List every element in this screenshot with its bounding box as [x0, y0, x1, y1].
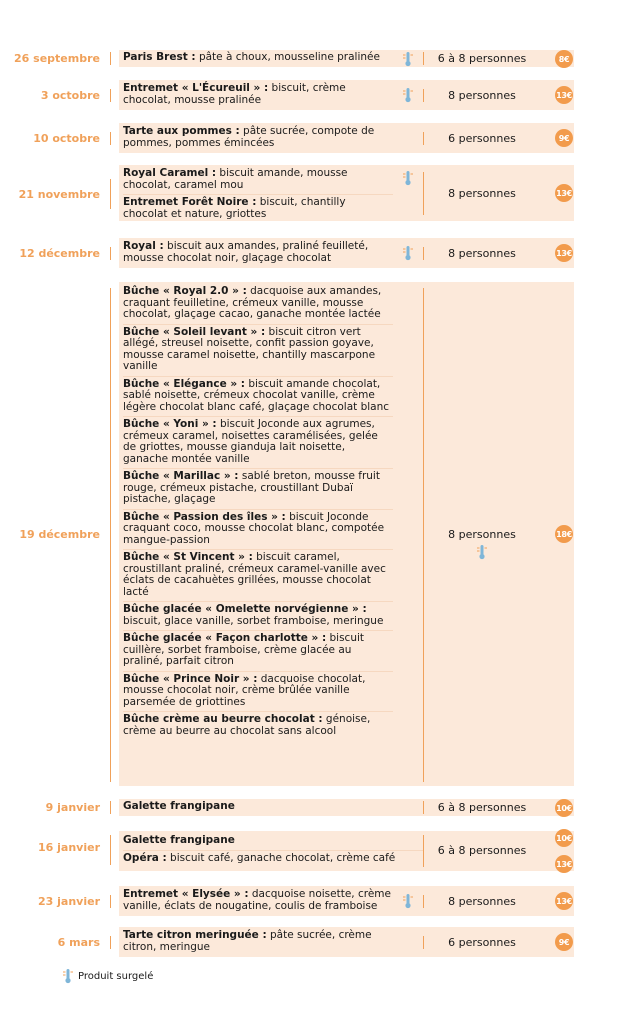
- list-item: [123, 671, 393, 712]
- list-item: [123, 630, 393, 671]
- column-divider: [423, 172, 424, 215]
- item-description: biscuit Joconde craquant coco, mousse chocolat blanc, compotée mangue-passion: [123, 510, 385, 546]
- menu-card: [119, 927, 574, 957]
- frozen-icon: [476, 544, 488, 560]
- menu-card: [119, 886, 574, 916]
- list-item: [123, 833, 393, 850]
- menu-card: [119, 831, 574, 871]
- item-description: dacquoise noisette, crème vanille, éclats de nougatine, coulis de framboise: [123, 888, 391, 912]
- frozen-icon: [402, 170, 414, 186]
- date-separator: [110, 936, 111, 949]
- list-item: [123, 850, 423, 868]
- row-date: 19 décembre: [19, 528, 100, 541]
- menu-card: [119, 799, 574, 816]
- item-name: Tarte citron meringuée :: [123, 929, 267, 941]
- row-date: 23 janvier: [38, 895, 100, 908]
- item-description: pâte à choux, mousseline pralinée: [195, 51, 380, 63]
- date-separator: [110, 132, 111, 145]
- item-name: Opéra :: [123, 851, 167, 864]
- column-divider: [423, 835, 424, 867]
- price-badge: 8€: [555, 50, 573, 68]
- menu-row: [0, 50, 619, 67]
- row-date: 10 octobre: [33, 132, 100, 145]
- price-badge: 13€: [555, 855, 573, 873]
- date-separator: [110, 247, 111, 260]
- price-badge: 13€: [555, 892, 573, 910]
- servings: 8 personnes: [448, 895, 516, 908]
- item-name: Royal :: [123, 240, 164, 252]
- item-description: biscuit, chantilly chocolat et nature, griottes: [123, 196, 346, 220]
- menu-card: [119, 80, 574, 110]
- date-separator: [110, 895, 111, 908]
- date-separator: [110, 801, 111, 814]
- menu-card: [119, 123, 574, 153]
- row-date: 6 mars: [57, 936, 100, 949]
- list-item: [123, 509, 393, 550]
- list-item: [123, 324, 393, 376]
- servings: 8 personnes: [448, 528, 516, 541]
- price-badge: 10€: [555, 799, 573, 817]
- menu-card: [119, 50, 574, 67]
- item-description: biscuit Joconde aux agrumes, crémeux caramel, noisettes caramélisées, gelée de griottes, mousse gianduja lait noisette, ganache montée vanille: [123, 418, 378, 465]
- servings: 6 à 8 personnes: [437, 844, 527, 857]
- menu-row: [0, 282, 619, 786]
- item-description: dacquoise aux amandes, craquant feuilletine, crémeux vanille, mousse chocolat, glaçage cacao, ganache montée lactée: [123, 285, 382, 320]
- menu-row: [0, 831, 619, 871]
- menu-row: [0, 238, 619, 268]
- item-name: Tarte aux pommes :: [123, 125, 240, 137]
- date-separator: [110, 52, 111, 65]
- list-item: [123, 166, 393, 194]
- list-item: [123, 468, 393, 509]
- price-badge: 13€: [555, 244, 573, 262]
- menu-row: [0, 165, 619, 221]
- column-divider: [423, 936, 424, 949]
- item-name: Bûche glacée « Omelette norvégienne » :: [123, 603, 367, 615]
- item-name: Bûche « Elégance » :: [123, 377, 246, 390]
- date-separator: [110, 835, 111, 865]
- item-description: biscuit, crème chocolat, mousse pralinée: [123, 82, 346, 106]
- item-name: Bûche « Prince Noir » :: [123, 672, 258, 685]
- price-badge: 9€: [555, 129, 573, 147]
- servings: 6 à 8 personnes: [437, 801, 527, 814]
- item-description: biscuit amande, mousse chocolat, caramel mou: [123, 167, 348, 191]
- list-item: [123, 284, 393, 324]
- frozen-icon: [62, 968, 74, 984]
- item-name: Entremet « Elysée » :: [123, 888, 249, 900]
- item-name: Bûche « Soleil levant » :: [123, 325, 266, 338]
- servings: 6 à 8 personnes: [437, 52, 527, 65]
- item-description: biscuit cuillère, sorbet framboise, crème glacée au praliné, parfait citron: [123, 632, 365, 667]
- row-date: 21 novembre: [18, 188, 100, 201]
- item-name: Entremet « L'Écureuil » :: [123, 82, 269, 94]
- servings: 8 personnes: [448, 247, 516, 260]
- menu-row: [0, 927, 619, 957]
- legend-label: Produit surgelé: [78, 970, 154, 982]
- item-name: Bûche « Yoni » :: [123, 418, 217, 430]
- date-separator: [110, 89, 111, 102]
- servings: 6 personnes: [448, 132, 516, 145]
- item-name: Bûche « Passion des îles » :: [123, 510, 286, 523]
- list-item: [123, 549, 393, 601]
- item-description: biscuit aux amandes, praliné feuilleté, mousse chocolat noir, glaçage chocolat: [123, 240, 369, 264]
- item-name: Entremet Forêt Noire :: [123, 196, 257, 208]
- item-name: Galette frangipane: [123, 800, 235, 812]
- item-name: Paris Brest :: [123, 51, 196, 63]
- item-name: Bûche « Royal 2.0 » :: [123, 285, 247, 297]
- item-description: pâte sucrée, compote de pommes, pommes émincées: [123, 125, 375, 149]
- frozen-icon: [402, 87, 414, 103]
- item-description: biscuit caramel, croustillant praliné, crémeux caramel-vanille avec éclats de cacahuètes grillées, mousse chocolat lacté: [123, 551, 386, 598]
- price-badge: 9€: [555, 933, 573, 951]
- item-name: Bûche « Marillac » :: [123, 470, 239, 482]
- menu-card: [119, 238, 574, 268]
- column-divider: [423, 89, 424, 102]
- item-description: dacquoise chocolat, mousse chocolat noir, crème brûlée vanille parsemée de griottines: [123, 672, 366, 708]
- column-divider: [423, 132, 424, 145]
- menu-row: [0, 886, 619, 916]
- servings: 8 personnes: [448, 187, 516, 200]
- price-badge: 18€: [555, 525, 573, 543]
- date-separator: [110, 288, 111, 782]
- item-description: pâte sucrée, crème citron, meringue: [123, 929, 372, 953]
- menu-row: [0, 799, 619, 816]
- menu-row: [0, 123, 619, 153]
- legend: [62, 968, 153, 984]
- item-name: Bûche « St Vincent » :: [123, 551, 253, 563]
- item-description: biscuit, glace vanille, sorbet framboise, meringue: [123, 614, 384, 627]
- servings: 8 personnes: [448, 89, 516, 102]
- frozen-icon: [402, 893, 414, 909]
- list-item: [123, 416, 393, 468]
- item-name: Galette frangipane: [123, 834, 235, 846]
- servings: 6 personnes: [448, 936, 516, 949]
- date-separator: [110, 179, 111, 209]
- item-name: Royal Caramel :: [123, 167, 217, 179]
- item-description: sablé breton, mousse fruit rouge, crémeux pistache, croustillant Dubaï pistache, glaçage: [123, 470, 380, 505]
- list-item: [123, 194, 393, 223]
- price-badge: 13€: [555, 86, 573, 104]
- item-description: génoise, crème au beurre au chocolat sans alcool: [123, 713, 371, 737]
- column-divider: [423, 52, 424, 65]
- column-divider: [423, 801, 424, 814]
- column-divider: [423, 895, 424, 908]
- item-name: Bûche glacée « Façon charlotte » :: [123, 632, 327, 644]
- row-date: 9 janvier: [45, 801, 100, 814]
- list-item: [123, 601, 393, 630]
- row-date: 26 septembre: [14, 52, 100, 65]
- list-item: [123, 711, 393, 740]
- frozen-icon: [402, 51, 414, 67]
- row-date: 16 janvier: [38, 841, 100, 854]
- row-date: 3 octobre: [40, 89, 100, 102]
- frozen-icon: [402, 245, 414, 261]
- menu-card: [119, 282, 574, 786]
- list-item: [123, 376, 393, 417]
- column-divider: [423, 288, 424, 782]
- item-description: biscuit citron vert allégé, streusel noisette, confit passion goyave, mousse caramel noisette, chantilly mascarpone vanille: [123, 325, 376, 372]
- column-divider: [423, 247, 424, 260]
- price-badge: 13€: [555, 184, 573, 202]
- price-badge: 10€: [555, 829, 573, 847]
- item-description: biscuit amande chocolat, sablé noisette, crémeux chocolat vanille, crème légère chocolat blanc café, glaçage chocolat blanc: [123, 377, 390, 413]
- item-description: biscuit café, ganache chocolat, crème café: [166, 851, 396, 864]
- menu-card: [119, 165, 574, 221]
- row-date: 12 décembre: [19, 247, 100, 260]
- item-name: Bûche crème au beurre chocolat :: [123, 713, 323, 725]
- menu-row: [0, 80, 619, 110]
